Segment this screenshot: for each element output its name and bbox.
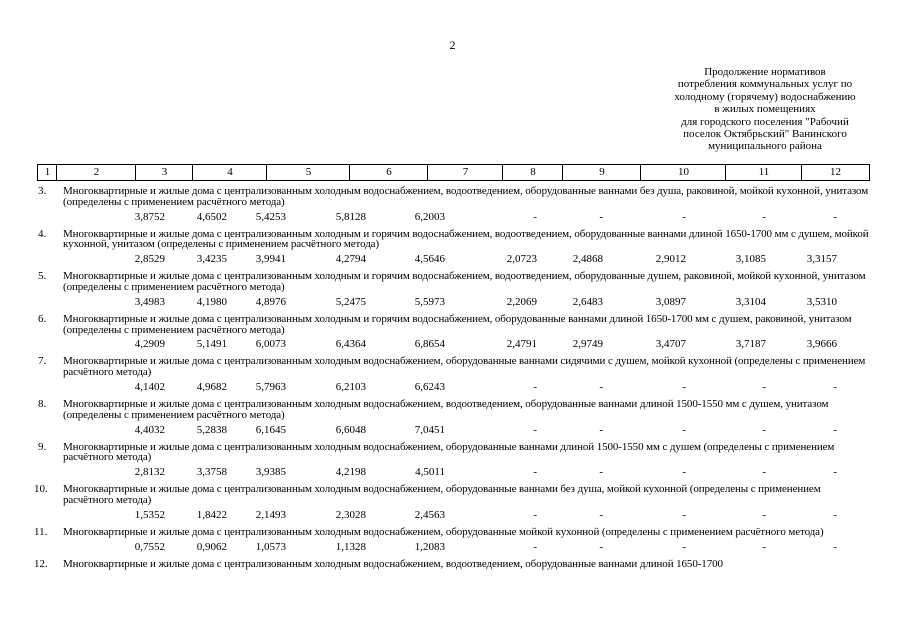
value-cell: 4,2909 (134, 338, 165, 351)
value-cell: 5,8128 (335, 210, 366, 223)
value-cell: 4,1402 (134, 380, 165, 393)
value-cell: 0,9062 (196, 540, 227, 553)
value-cell: 1,5352 (134, 508, 165, 521)
value-cell: 6,8654 (414, 338, 445, 351)
row-values (0, 210, 905, 225)
value-cell: - (833, 508, 837, 521)
value-cell: - (833, 466, 837, 479)
header-cell: 7 (427, 164, 503, 181)
value-cell: 2,9012 (655, 253, 686, 266)
value-cell: - (599, 210, 603, 223)
table-row (0, 559, 905, 570)
value-cell: 3,9666 (806, 338, 837, 351)
caption-line: для городского поселения "Рабочий (681, 115, 849, 128)
row-description: Многоквартирные и жилые дома с централизованным холодным водоснабжением, водоотведением, оборудованные ваннами длиной 1650-1700 (63, 557, 723, 570)
value-cell: - (599, 423, 603, 436)
value-cell: 2,9749 (572, 338, 603, 351)
value-cell: 1,2083 (414, 540, 445, 553)
table-row (0, 442, 905, 481)
row-description: Многоквартирные и жилые дома с централизованным холодным водоснабжением, водоотведением, оборудованные ваннами длиной 1500-1550 мм с душем, унитазом (определены с применением расчётного метода) (63, 397, 829, 421)
value-cell: 6,4364 (335, 338, 366, 351)
value-cell: 1,8422 (196, 508, 227, 521)
value-cell: 5,2838 (196, 423, 227, 436)
table-body (0, 186, 905, 573)
value-cell: 5,2475 (335, 295, 366, 308)
row-values (0, 540, 905, 555)
header-cell: 4 (192, 164, 267, 181)
value-cell: - (533, 508, 537, 521)
value-cell: 2,3028 (335, 508, 366, 521)
caption-line: в жилых помещениях (714, 103, 816, 116)
value-cell: - (762, 466, 766, 479)
value-cell: 3,4707 (655, 338, 686, 351)
value-cell: 2,8529 (134, 253, 165, 266)
value-cell: 3,9385 (255, 466, 286, 479)
value-cell: 2,2069 (506, 295, 537, 308)
value-cell: - (682, 423, 686, 436)
value-cell: 2,8132 (134, 466, 165, 479)
header-cell: 8 (502, 164, 563, 181)
row-number: 9. (38, 440, 47, 453)
value-cell: - (682, 540, 686, 553)
row-number: 10. (34, 483, 48, 496)
row-number: 7. (38, 355, 47, 368)
value-cell: 5,5973 (414, 295, 445, 308)
row-number: 4. (38, 227, 47, 240)
value-cell: - (833, 423, 837, 436)
table-row (0, 399, 905, 438)
caption-line: поселок Октябрьский" Ванинского (683, 128, 847, 141)
table-row (0, 229, 905, 268)
value-cell: 2,6483 (572, 295, 603, 308)
table-row (0, 271, 905, 310)
value-cell: - (682, 466, 686, 479)
row-values (0, 380, 905, 395)
value-cell: 3,3157 (806, 253, 837, 266)
value-cell: 4,4032 (134, 423, 165, 436)
value-cell: - (682, 508, 686, 521)
value-cell: 1,1328 (335, 540, 366, 553)
value-cell: - (833, 380, 837, 393)
row-number: 5. (38, 270, 47, 283)
row-description: Многоквартирные и жилые дома с централизованным холодным и горячим водоснабжением, оборудованные ваннами длиной 1650-1700 мм с душем, раковиной, унитазом (определены с применением расчётного метода) (63, 312, 852, 336)
row-number: 12. (34, 557, 48, 570)
caption-line: потребления коммунальных услуг по (677, 78, 853, 91)
value-cell: 6,6048 (335, 423, 366, 436)
value-cell: - (833, 210, 837, 223)
row-description: Многоквартирные и жилые дома с централизованным холодным водоснабжением, оборудованные мойкой кухонной (определены с применением расчётного метода) (63, 525, 824, 538)
value-cell: 6,2103 (335, 380, 366, 393)
value-cell: 2,1493 (255, 508, 286, 521)
value-cell: - (762, 210, 766, 223)
header-cell: 5 (266, 164, 350, 181)
value-cell: - (762, 508, 766, 521)
value-cell: 4,6502 (196, 210, 227, 223)
caption-line: Продолжение нормативов (704, 66, 826, 78)
value-cell: - (599, 508, 603, 521)
row-description: Многоквартирные и жилые дома с централизованным холодным водоснабжением, водоотведением, оборудованные ваннами без душа, раковиной, мойкой кухонной, унитазом (определены с применением расчётного метода) (63, 185, 869, 208)
value-cell: - (599, 540, 603, 553)
value-cell: 4,5646 (414, 253, 445, 266)
value-cell: 6,2003 (414, 210, 445, 223)
value-cell: 3,4983 (134, 295, 165, 308)
value-cell: 5,4253 (255, 210, 286, 223)
row-number: 11. (34, 525, 48, 538)
value-cell: 3,3104 (735, 295, 766, 308)
row-values (0, 295, 905, 310)
row-values (0, 423, 905, 438)
header-cell: 11 (725, 164, 802, 181)
value-cell: - (833, 540, 837, 553)
row-number: 8. (38, 397, 47, 410)
row-description: Многоквартирные и жилые дома с централизованным холодным водоснабжением, оборудованные ваннами сидячими с душем, мойкой кухонной (определены с применением расчётного метода) (63, 355, 866, 379)
row-values (0, 337, 905, 352)
header-cell: 9 (562, 164, 641, 181)
value-cell: 2,4791 (506, 338, 537, 351)
row-values (0, 252, 905, 267)
header-cell: 1 (37, 164, 57, 181)
table-row (0, 527, 905, 555)
value-cell: - (533, 380, 537, 393)
row-number: 3. (38, 185, 47, 197)
value-cell: - (599, 466, 603, 479)
value-cell: 7,0451 (414, 423, 445, 436)
value-cell: 4,2198 (335, 466, 366, 479)
row-description: Многоквартирные и жилые дома с централизованным холодным водоснабжением, оборудованные ваннами без душа, мойкой кухонной (определены с применением расчётного метода) (63, 483, 821, 506)
value-cell: - (533, 466, 537, 479)
value-cell: - (599, 380, 603, 393)
value-cell: - (533, 540, 537, 553)
page-number: 2 (449, 38, 456, 52)
value-cell: - (682, 210, 686, 223)
table-row (0, 314, 905, 353)
value-cell: 2,0723 (506, 253, 537, 266)
caption-line: муниципального района (708, 140, 822, 153)
value-cell: 5,7963 (255, 380, 286, 393)
value-cell: 3,8752 (134, 210, 165, 223)
row-number: 6. (38, 312, 47, 325)
header-cell: 12 (801, 164, 870, 181)
value-cell: 0,7552 (134, 540, 165, 553)
value-cell: 4,8976 (255, 295, 286, 308)
value-cell: 6,6243 (414, 380, 445, 393)
value-cell: 6,0073 (255, 338, 286, 351)
header-cell: 10 (640, 164, 726, 181)
value-cell: 3,1085 (735, 253, 766, 266)
value-cell: - (762, 380, 766, 393)
row-values (0, 508, 905, 523)
row-description: Многоквартирные и жилые дома с централизованным холодным и горячим водоснабжением, водоотведением, оборудованные душем, раковиной, мойкой кухонной, унитазом (определены с применением расчётного метода) (63, 270, 866, 293)
table-row (0, 484, 905, 523)
value-cell: 2,4563 (414, 508, 445, 521)
value-cell: 3,5310 (806, 295, 837, 308)
value-cell: 6,1645 (255, 423, 286, 436)
value-cell: 3,9941 (255, 253, 286, 266)
header-cell: 3 (135, 164, 193, 181)
row-description: Многоквартирные и жилые дома с централизованным холодным водоснабжением, оборудованные ваннами длиной 1500-1550 мм с душем (определены с применением расчётного метода) (63, 440, 835, 464)
value-cell: 5,1491 (196, 338, 227, 351)
value-cell: 3,0897 (655, 295, 686, 308)
table-row (0, 356, 905, 395)
value-cell: 4,1980 (196, 295, 227, 308)
value-cell: 1,0573 (255, 540, 286, 553)
document-caption (630, 66, 900, 153)
value-cell: 3,4235 (196, 253, 227, 266)
header-cell: 6 (349, 164, 428, 181)
value-cell: 2,4868 (572, 253, 603, 266)
header-cell: 2 (56, 164, 136, 181)
value-cell: 4,9682 (196, 380, 227, 393)
value-cell: - (762, 540, 766, 553)
value-cell: 4,2794 (335, 253, 366, 266)
value-cell: 3,3758 (196, 466, 227, 479)
table-header-row (37, 164, 869, 180)
value-cell: - (533, 210, 537, 223)
table-row (0, 186, 905, 225)
row-values (0, 465, 905, 480)
value-cell: - (682, 380, 686, 393)
value-cell: 3,7187 (735, 338, 766, 351)
value-cell: - (533, 423, 537, 436)
value-cell: 4,5011 (415, 466, 445, 479)
value-cell: - (762, 423, 766, 436)
caption-line: холодному (горячему) водоснабжению (674, 90, 856, 103)
row-description: Многоквартирные и жилые дома с централизованным холодным и горячим водоснабжением, водоотведением, оборудованные ваннами длиной 1650-1700 мм с душем, мойкой кухонной, унитазом (определены с применением расчётного метода) (63, 227, 869, 251)
